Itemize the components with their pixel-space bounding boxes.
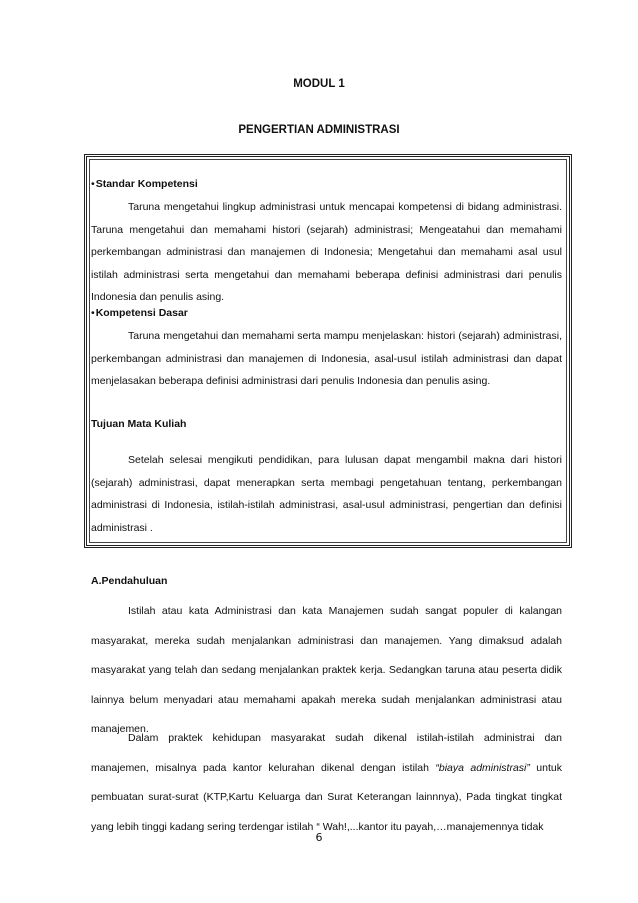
paragraph-kompetensi-dasar: Taruna mengetahui dan memahami serta mampu menjelaskan: histori (sejarah) administrasi, perkembangan administrasi dan manajemen di Indonesia, asal-usul istilah administrasi dan dapat menjelasakan beberapa definisi administrasi dari penulis Indonesia dan penulis asing.	[91, 330, 562, 387]
heading-label: Standar Kompetensi	[95, 178, 198, 190]
heading-label: Kompetensi Dasar	[95, 307, 188, 319]
italic-term: “biaya administrasi”	[435, 761, 530, 774]
heading-standar-kompetensi	[91, 178, 198, 190]
heading-tujuan-mata-kuliah: Tujuan Mata Kuliah	[91, 418, 187, 430]
chapter-title: PENGERTIAN ADMINISTRASI	[238, 124, 400, 136]
bullet-icon: •	[91, 178, 95, 190]
paragraph-pendahuluan-1: Istilah atau kata Administrasi dan kata Manajemen sudah sangat populer di kalangan masyarakat, mereka sudah menjalankan administrasi dan manajemen. Yang dimaksud adalah masyarakat yang telah dan sedang menjalankan praktek kerja. Sedangkan taruna atau peserta didik lainnya belum menyadari atau memahami apakah mereka sudah menjalankan administrasi atau manajemen.	[91, 605, 562, 735]
page-number: 6	[315, 831, 323, 844]
paragraph-pendahuluan-2	[91, 724, 562, 842]
paragraph-text: untuk pembuatan surat-surat (KTP,Kartu Keluarga dan Surat Keterangan lainnnya), Pada tingkat tingkat yang lebih tinggi kadang sering terdengar istilah “ Wah!,...kantor itu payah,…manajemennya tidak	[91, 761, 562, 833]
module-title: MODUL 1	[293, 78, 345, 90]
heading-kompetensi-dasar	[91, 307, 188, 319]
bullet-icon: •	[91, 307, 95, 319]
heading-pendahuluan: A.Pendahuluan	[91, 575, 168, 587]
paragraph-text: Dalam praktek kehidupan masyarakat sudah dikenal istilah-istilah administrai dan manajemen, misalnya pada kantor kelurahan dikenal dengan istilah	[91, 732, 562, 774]
paragraph-tujuan-mata-kuliah: Setelah selesai mengikuti pendidikan, para lulusan dapat mengambil makna dari histori (sejarah) administrasi, dapat menerapkan serta membagi pengetahuan tentang, perkembangan administrasi di Indonesia, istilah-istilah administrasi, asal-usul administrasi, pengertian dan definisi administrasi .	[91, 454, 562, 534]
paragraph-standar-kompetensi: Taruna mengetahui lingkup administrasi untuk mencapai kompetensi di bidang administrasi. Taruna mengetahui dan memahami histori (sejarah) administrasi; Mengeatahui dan memahami perkembangan administrasi dan manajemen di Indonesia; Mengetahui dan memahami asal usul istilah administrasi serta mengetahui dan memahami beberapa definisi administrasi dari penulis Indonesia dan penulis asing.	[91, 201, 562, 303]
